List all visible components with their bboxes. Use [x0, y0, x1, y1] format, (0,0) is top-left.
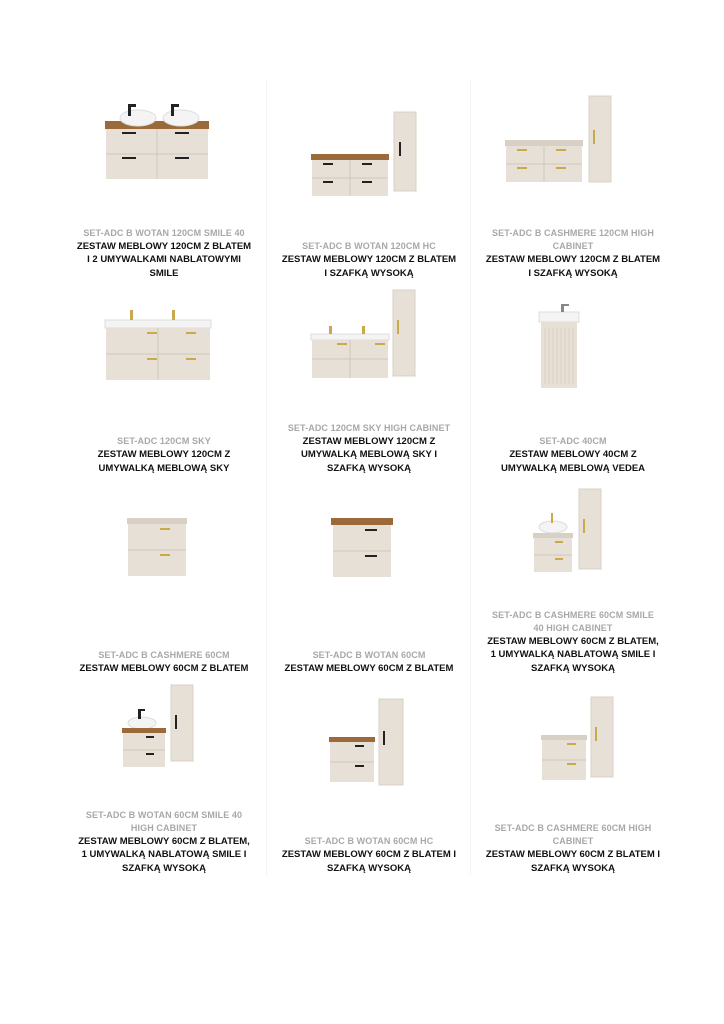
product-image[interactable]: [62, 80, 266, 190]
product-card[interactable]: [470, 80, 674, 280]
product-caption: [471, 609, 675, 676]
product-caption: [267, 835, 471, 875]
product-caption: [471, 435, 675, 475]
product-code[interactable]: SET-ADC B CASHMERE 120CM HIGH CABINET: [492, 228, 654, 251]
product-title[interactable]: ZESTAW MEBLOWY 120CM Z UMYWALKĄ MEBLOWĄ SKY I SZAFKĄ WYSOKĄ: [301, 435, 437, 474]
product-title[interactable]: ZESTAW MEBLOWY 120CM Z BLATEM I SZAFKĄ WYSOKĄ: [281, 254, 457, 279]
product-image[interactable]: [62, 475, 266, 595]
product-code[interactable]: SET-ADC B WOTAN 120CM HC: [302, 241, 436, 251]
product-row: [62, 280, 676, 475]
product-image[interactable]: [471, 475, 675, 595]
product-code[interactable]: SET-ADC B CASHMERE 60CM HIGH CABINET: [494, 823, 652, 846]
product-image[interactable]: [267, 675, 471, 795]
product-image[interactable]: [471, 280, 675, 395]
product-image[interactable]: [267, 475, 471, 595]
product-code[interactable]: SET-ADC 40CM: [539, 436, 607, 446]
product-image[interactable]: [267, 280, 471, 395]
product-card[interactable]: [470, 280, 674, 475]
product-title[interactable]: ZESTAW MEBLOWY 120CM Z BLATEM I 2 UMYWALKAMI NABLATOWYMI SMILE: [76, 240, 252, 279]
product-title[interactable]: ZESTAW MEBLOWY 60CM Z BLATEM, 1 UMYWALKĄ NABLATOWĄ SMILE I SZAFKĄ WYSOKĄ: [78, 835, 250, 874]
product-title[interactable]: ZESTAW MEBLOWY 60CM Z BLATEM, 1 UMYWALKĄ NABLATOWĄ SMILE I SZAFKĄ WYSOKĄ: [487, 635, 659, 674]
product-card[interactable]: [62, 80, 266, 280]
product-code[interactable]: SET-ADC 120CM SKY: [117, 436, 211, 446]
product-title[interactable]: ZESTAW MEBLOWY 60CM Z BLATEM I SZAFKĄ WYSOKĄ: [281, 849, 457, 874]
product-title[interactable]: ZESTAW MEBLOWY 120CM Z BLATEM I SZAFKĄ WYSOKĄ: [485, 254, 661, 279]
product-caption: [267, 649, 471, 676]
product-title[interactable]: ZESTAW MEBLOWY 60CM Z BLATEM: [284, 662, 454, 674]
product-code[interactable]: SET-ADC B WOTAN 60CM SMILE 40 HIGH CABINET: [85, 809, 243, 833]
product-row: [62, 675, 676, 875]
product-caption: [267, 422, 471, 476]
product-card[interactable]: [266, 280, 470, 475]
product-image[interactable]: [62, 675, 266, 785]
product-card[interactable]: [62, 280, 266, 475]
product-code[interactable]: SET-ADC B WOTAN 120CM SMILE 40: [83, 227, 245, 238]
product-title[interactable]: ZESTAW MEBLOWY 60CM Z BLATEM: [79, 662, 249, 674]
product-card[interactable]: [62, 675, 266, 875]
product-code[interactable]: SET-ADC B CASHMERE 60CM SMILE 40 HIGH CABINET: [492, 609, 654, 633]
product-title[interactable]: ZESTAW MEBLOWY 120CM Z UMYWALKĄ MEBLOWĄ SKY: [97, 449, 231, 474]
product-card[interactable]: [266, 675, 470, 875]
product-caption: [62, 435, 266, 475]
product-code[interactable]: SET-ADC B WOTAN 60CM: [312, 649, 426, 660]
product-image[interactable]: [267, 80, 471, 200]
product-row: [62, 475, 676, 675]
product-caption: [62, 227, 266, 281]
product-card[interactable]: [266, 80, 470, 280]
product-caption: [471, 227, 675, 280]
product-card[interactable]: [266, 475, 470, 675]
product-card[interactable]: [470, 475, 674, 675]
product-image[interactable]: [471, 80, 675, 190]
product-caption: [62, 809, 266, 876]
product-card[interactable]: [62, 475, 266, 675]
product-caption: [471, 822, 675, 875]
product-image[interactable]: [471, 675, 675, 795]
product-row: [62, 80, 676, 280]
product-code[interactable]: SET-ADC 120CM SKY HIGH CABINET: [287, 422, 451, 433]
product-title[interactable]: ZESTAW MEBLOWY 40CM Z UMYWALKĄ MEBLOWĄ VEDEA: [500, 449, 646, 474]
product-code[interactable]: SET-ADC B WOTAN 60CM HC: [304, 836, 434, 846]
product-caption: [267, 240, 471, 280]
product-image[interactable]: [62, 280, 266, 395]
product-card[interactable]: [470, 675, 674, 875]
product-code[interactable]: SET-ADC B CASHMERE 60CM: [98, 649, 230, 660]
product-title[interactable]: ZESTAW MEBLOWY 60CM Z BLATEM I SZAFKĄ WYSOKĄ: [485, 849, 661, 874]
product-caption: [62, 649, 266, 676]
